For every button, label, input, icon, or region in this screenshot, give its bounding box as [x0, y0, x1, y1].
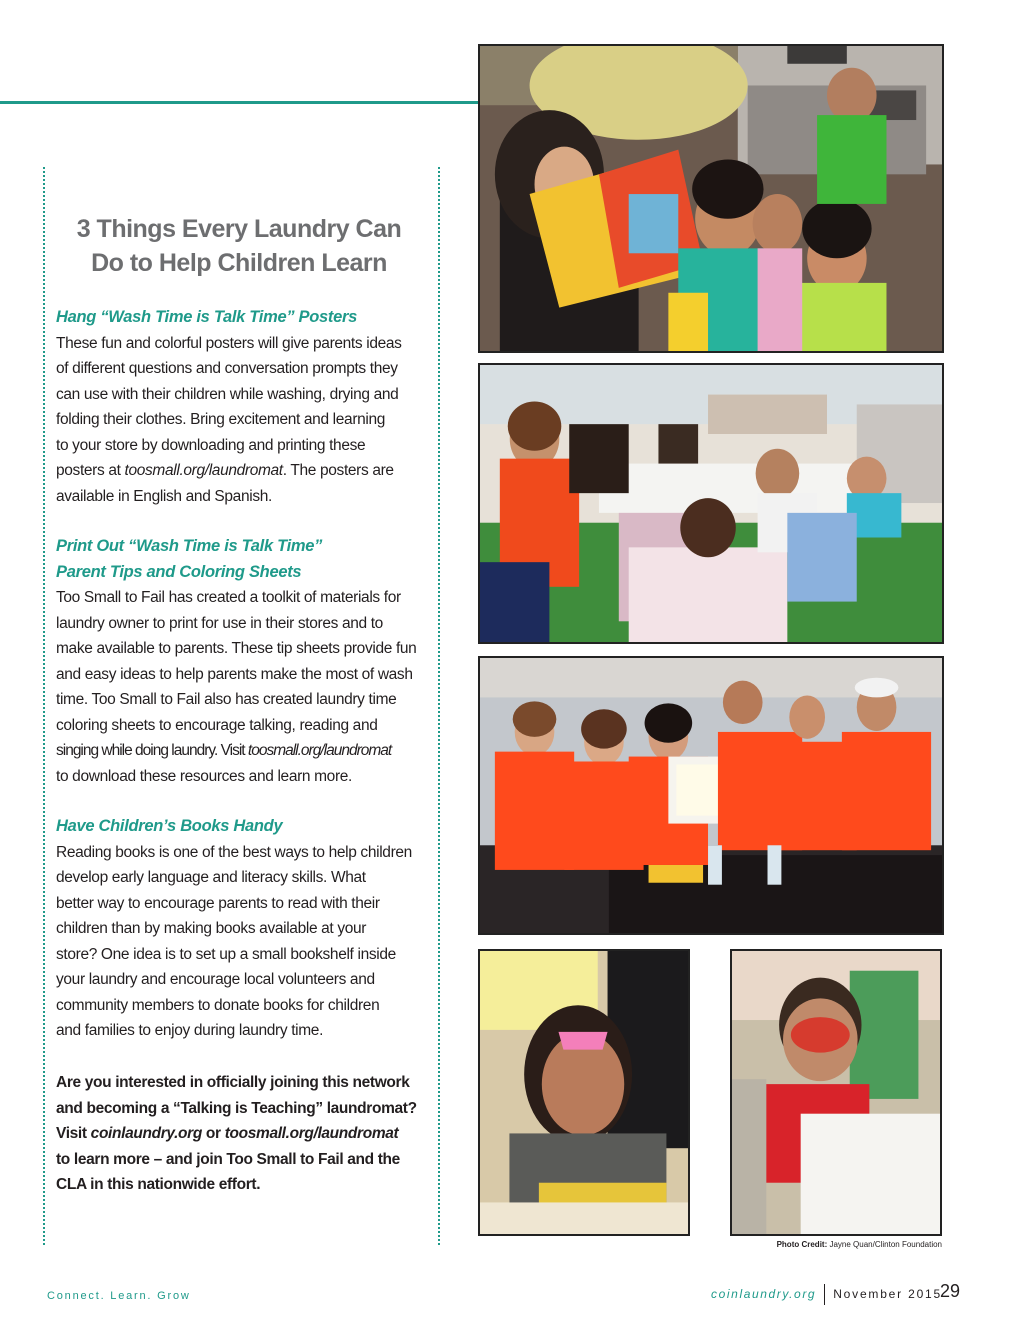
body-line: Too Small to Fail has created a toolkit of materials for — [56, 589, 401, 606]
body-line — [56, 738, 426, 764]
section-heading: Have Children’s Books Handy — [56, 817, 283, 835]
page-number: 29 — [940, 1281, 961, 1301]
body-line: can use with their children while washing, drying and — [56, 385, 399, 403]
call-to-action — [56, 1070, 428, 1198]
body-line — [56, 458, 426, 484]
photo-coloring-tables — [478, 363, 944, 644]
body-line: and families to enjoy during laundry time. — [56, 1022, 324, 1039]
photo-volunteers — [478, 656, 944, 935]
cta-line — [56, 1121, 428, 1147]
footer-site-link[interactable]: coinlaundry.org — [711, 1287, 817, 1301]
section-body — [56, 585, 426, 789]
section-heading-line: Parent Tips and Coloring Sheets — [56, 562, 302, 581]
sidebar-title — [58, 212, 420, 280]
body-line: store? One idea is to set up a small bookshelf inside — [56, 945, 396, 963]
photo-credit-value: Jayne Quan/Clinton Foundation — [827, 1240, 942, 1249]
cta-line: and becoming a “Talking is Teaching” laundromat? — [56, 1099, 417, 1117]
section-tips — [56, 534, 426, 789]
sidebar-title-line: 3 Things Every Laundry Can — [76, 215, 402, 243]
body-line: Reading books is one of the best ways to help children — [56, 843, 412, 861]
body-line: time. Too Small to Fail also has created laundry time — [56, 691, 397, 708]
cta-line: Are you interested in officially joining this network — [56, 1074, 410, 1091]
body-line: and easy ideas to help parents make the most of wash — [56, 665, 413, 683]
photo-credit-label: Photo Credit: — [776, 1240, 828, 1249]
toosmall-link[interactable]: toosmall.org/laundromat — [124, 462, 283, 479]
body-text: singing while doing laundry. Visit — [56, 742, 248, 759]
toosmall-link[interactable]: toosmall.org/laundromat — [224, 1125, 399, 1142]
body-line: folding their clothes. Bring excitement and learning — [56, 411, 386, 428]
footer-tagline: Connect. Learn. Grow — [47, 1290, 191, 1302]
body-text: . The posters are — [282, 462, 394, 479]
body-line: better way to encourage parents to read with their — [56, 894, 380, 912]
photo-boy-facepaint — [730, 949, 942, 1236]
cta-line: to learn more – and join Too Small to Fail and the — [56, 1150, 400, 1168]
section-heading: Hang “Wash Time is Talk Time” Posters — [56, 308, 357, 326]
section-posters — [56, 305, 426, 509]
section-heading — [56, 534, 426, 585]
cta-text: Visit — [56, 1125, 91, 1142]
section-books — [56, 814, 426, 1044]
body-text: posters at — [56, 462, 125, 479]
header-rule — [0, 101, 479, 104]
body-line: children than by making books available at your — [56, 920, 367, 937]
body-line: to download these resources and learn more. — [56, 767, 352, 785]
body-line: make available to parents. These tip sheets provide fun — [56, 640, 417, 657]
section-body — [56, 840, 426, 1044]
body-line: community members to donate books for children — [56, 996, 380, 1014]
body-line: available in English and Spanish. — [56, 487, 272, 505]
photo-reading — [478, 44, 944, 353]
body-line: coloring sheets to encourage talking, reading and — [56, 716, 378, 734]
sidebar-title-line: Do to Help Children Learn — [91, 249, 387, 277]
photo-girl-facepaint — [478, 949, 690, 1236]
coinlaundry-link[interactable]: coinlaundry.org — [90, 1125, 202, 1142]
cta-line: CLA in this nationwide effort. — [56, 1176, 261, 1193]
cta-text: or — [201, 1125, 225, 1142]
body-line: to your store by downloading and printing these — [56, 436, 366, 454]
footer-divider — [824, 1284, 825, 1305]
body-line: develop early language and literacy skills. What — [56, 869, 366, 886]
body-line: of different questions and conversation prompts they — [56, 360, 398, 377]
body-line: your laundry and encourage local volunteers and — [56, 971, 375, 988]
body-line: laundry owner to print for use in their stores and to — [56, 614, 383, 632]
section-heading-line: Print Out “Wash Time is Talk Time” — [56, 537, 323, 555]
footer-info — [711, 1283, 942, 1305]
body-line: These fun and colorful posters will give parents ideas — [56, 334, 402, 352]
photo-credit — [700, 1240, 942, 1249]
footer-date: November 2015 — [833, 1287, 942, 1301]
section-body — [56, 331, 426, 510]
toosmall-link[interactable]: toosmall.org/laundromat — [247, 742, 392, 759]
